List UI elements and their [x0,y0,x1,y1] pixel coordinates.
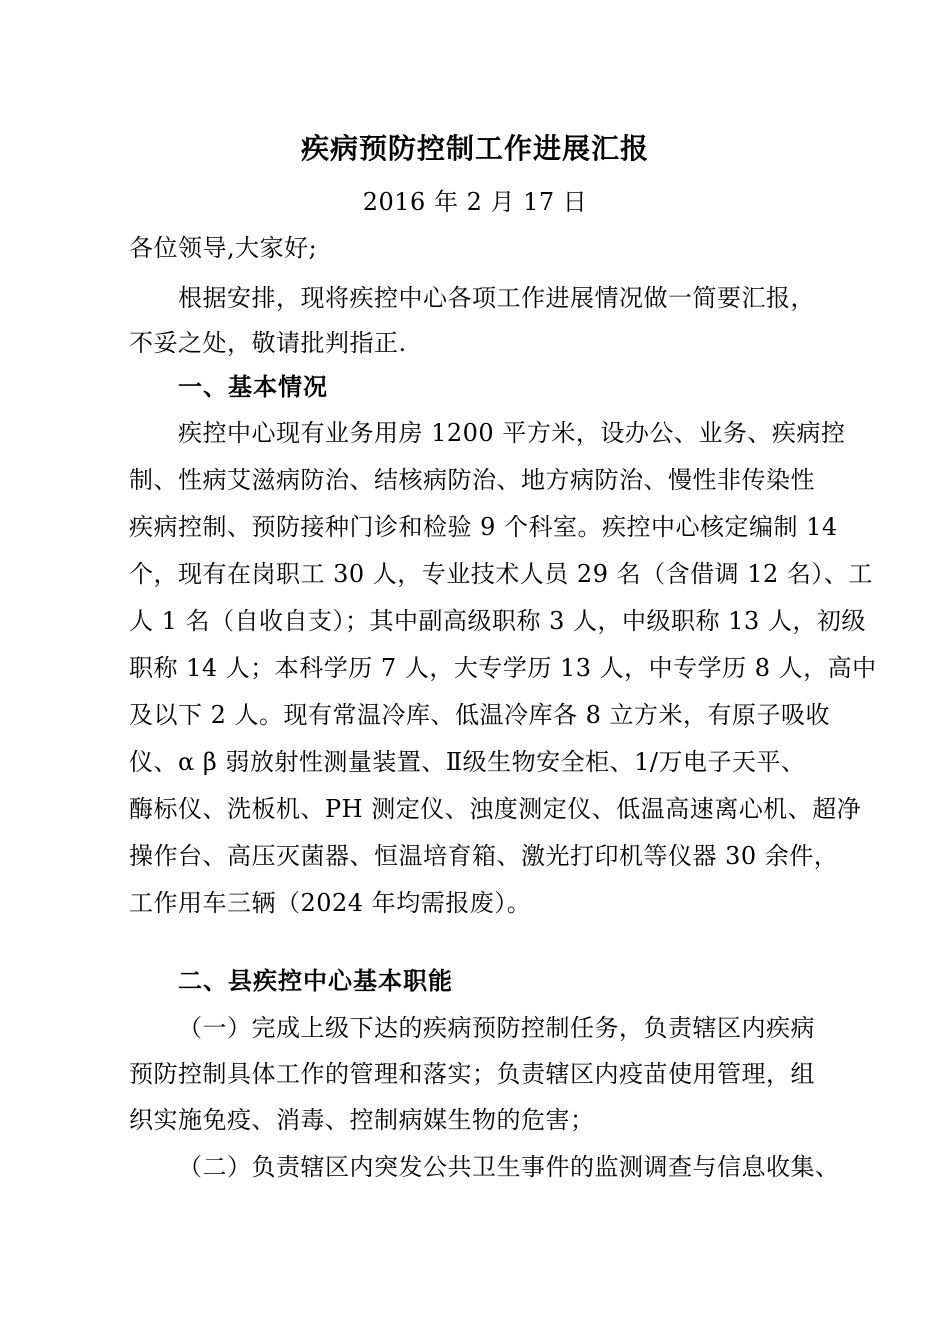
section2-line: 织实施免疫、消毒、控制病媒生物的危害； [129,1106,595,1134]
section1-line: 制、性病艾滋病防治、结核病防治、地方病防治、慢性非传染性 [129,466,815,494]
section-heading-functions: 二、县疾控中心基本职能 [178,967,453,995]
section1-line: 操作台、高压灭菌器、恒温培育箱、激光打印机等仪器 30 余件， [129,842,839,870]
section1-line: 疾控中心现有业务用房 1200 平方米，设办公、业务、疾病控 [178,419,846,447]
document-title: 疾病预防控制工作进展汇报 [300,132,649,165]
intro-line: 根据安排，现将疾控中心各项工作进展情况做一简要汇报， [178,284,815,312]
greeting: 各位领导,大家好; [129,234,318,262]
section1-line: 工作用车三辆（2024 年均需报废）。 [129,889,532,917]
section1-line: 酶标仪、洗板机、PH 测定仪、浊度测定仪、低温高速离心机、超净 [129,795,862,823]
section1-line: 疾病控制、预防接种门诊和检验 9 个科室。疾控中心核定编制 14 [129,513,838,541]
document-date: 2016 年 2 月 17 日 [362,188,588,216]
section2-line: （二）负责辖区内突发公共卫生事件的监测调查与信息收集、 [178,1153,840,1181]
section2-line: （一）完成上级下达的疾病预防控制任务，负责辖区内疾病 [178,1014,815,1042]
section-heading-basic: 一、基本情况 [178,373,328,401]
section1-line: 职称 14 人；本科学历 7 人，大专学历 13 人，中专学历 8 人，高中 [129,654,877,682]
intro-line: 不妥之处，敬请批判指正. [129,329,407,357]
section1-line: 个，现有在岗职工 30 人，专业技术人员 29 名（含借调 12 名）、工 [129,560,873,588]
section2-line: 预防控制具体工作的管理和落实；负责辖区内疫苗使用管理，组 [129,1060,815,1088]
section1-line: 及以下 2 人。现有常温冷库、低温冷库各 8 立方米，有原子吸收 [129,701,831,729]
section1-line: 人 1 名（自收自支）；其中副高级职称 3 人，中级职称 13 人，初级 [129,607,866,635]
section1-line: 仪、α β 弱放射性测量装置、Ⅱ级生物安全柜、1/万电子天平、 [129,748,806,776]
